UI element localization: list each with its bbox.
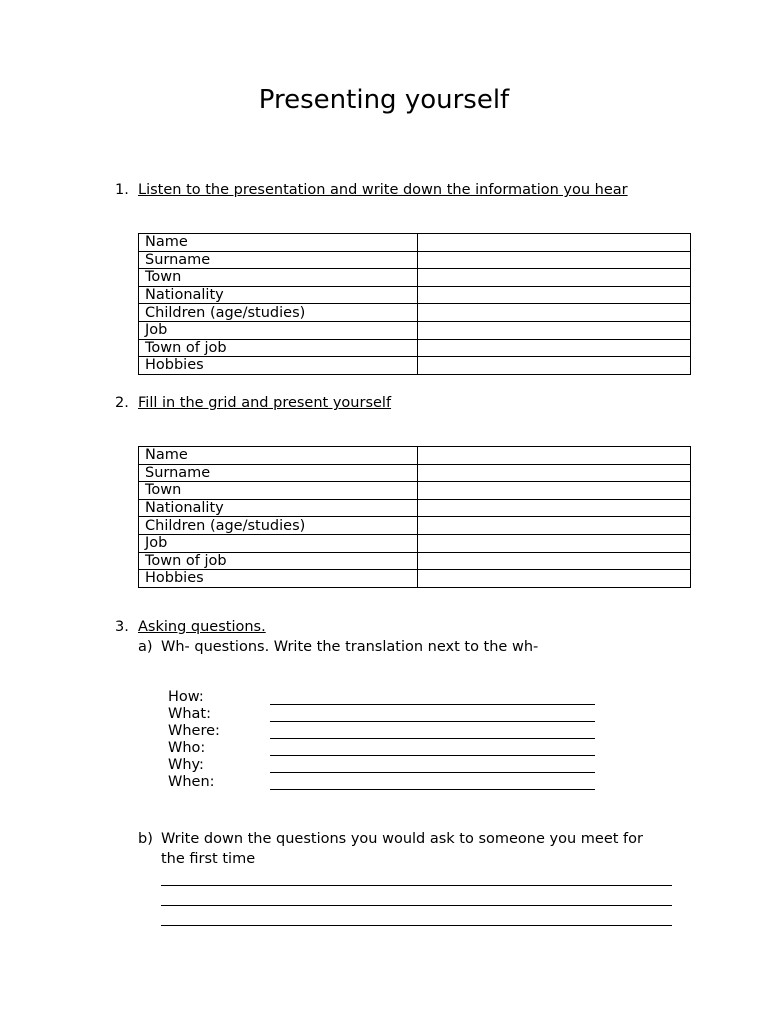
answer-line-who[interactable] — [270, 755, 595, 756]
section-1-instruction: Listen to the presentation and write down the information you hear — [138, 182, 628, 198]
section-2-instruction: Fill in the grid and present yourself — [138, 395, 392, 411]
info-grid-1 — [138, 233, 691, 375]
row-label: Surname — [139, 251, 418, 269]
row-label: Surname — [139, 464, 418, 482]
wh-word-when: When: — [168, 774, 215, 790]
info-grid-2 — [138, 446, 691, 588]
table-row — [139, 552, 691, 570]
answer-cell[interactable] — [418, 234, 691, 252]
answer-cell[interactable] — [418, 534, 691, 552]
section-3-number: 3. — [115, 619, 129, 635]
answer-cell[interactable] — [418, 482, 691, 500]
answer-line[interactable] — [161, 905, 672, 906]
table-row — [139, 357, 691, 375]
wh-word-why: Why: — [168, 757, 204, 773]
row-label: Town — [139, 482, 418, 500]
answer-line[interactable] — [161, 925, 672, 926]
answer-line-how[interactable] — [270, 704, 595, 705]
table-row — [139, 321, 691, 339]
row-label: Name — [139, 234, 418, 252]
row-label: Town of job — [139, 339, 418, 357]
row-label: Town — [139, 269, 418, 287]
answer-line-where[interactable] — [270, 738, 595, 739]
table-row — [139, 447, 691, 465]
answer-cell[interactable] — [418, 464, 691, 482]
answer-line[interactable] — [161, 885, 672, 886]
answer-line-when[interactable] — [270, 789, 595, 790]
answer-line-what[interactable] — [270, 721, 595, 722]
part-b-letter: b) — [138, 831, 153, 847]
answer-cell[interactable] — [418, 570, 691, 588]
table-row — [139, 499, 691, 517]
row-label: Nationality — [139, 499, 418, 517]
answer-cell[interactable] — [418, 339, 691, 357]
table-row — [139, 482, 691, 500]
answer-cell[interactable] — [418, 286, 691, 304]
part-b-instruction-line-1: Write down the questions you would ask to someone you meet for — [161, 831, 643, 847]
table-row — [139, 251, 691, 269]
answer-line-why[interactable] — [270, 772, 595, 773]
answer-cell[interactable] — [418, 447, 691, 465]
part-a-instruction: Wh- questions. Write the translation next to the wh- — [161, 639, 539, 655]
part-a-letter: a) — [138, 639, 153, 655]
table-row — [139, 570, 691, 588]
answer-cell[interactable] — [418, 517, 691, 535]
wh-word-where: Where: — [168, 723, 220, 739]
row-label: Name — [139, 447, 418, 465]
part-b-instruction-line-2: the first time — [161, 851, 256, 867]
row-label: Hobbies — [139, 357, 418, 375]
table-row — [139, 517, 691, 535]
row-label: Hobbies — [139, 570, 418, 588]
table-row — [139, 269, 691, 287]
answer-cell[interactable] — [418, 251, 691, 269]
section-3-heading: Asking questions. — [138, 619, 266, 635]
table-row — [139, 534, 691, 552]
table-row — [139, 339, 691, 357]
table-row — [139, 304, 691, 322]
row-label: Job — [139, 321, 418, 339]
table-row — [139, 464, 691, 482]
row-label: Nationality — [139, 286, 418, 304]
row-label: Town of job — [139, 552, 418, 570]
answer-cell[interactable] — [418, 304, 691, 322]
answer-cell[interactable] — [418, 499, 691, 517]
row-label: Job — [139, 534, 418, 552]
answer-cell[interactable] — [418, 269, 691, 287]
page-title: Presenting yourself — [258, 85, 510, 115]
table-row — [139, 286, 691, 304]
row-label: Children (age/studies) — [139, 304, 418, 322]
answer-cell[interactable] — [418, 552, 691, 570]
wh-word-what: What: — [168, 706, 211, 722]
answer-cell[interactable] — [418, 357, 691, 375]
row-label: Children (age/studies) — [139, 517, 418, 535]
section-1-number: 1. — [115, 182, 129, 198]
wh-word-who: Who: — [168, 740, 206, 756]
answer-cell[interactable] — [418, 321, 691, 339]
section-2-number: 2. — [115, 395, 129, 411]
table-row — [139, 234, 691, 252]
wh-word-how: How: — [168, 689, 204, 705]
